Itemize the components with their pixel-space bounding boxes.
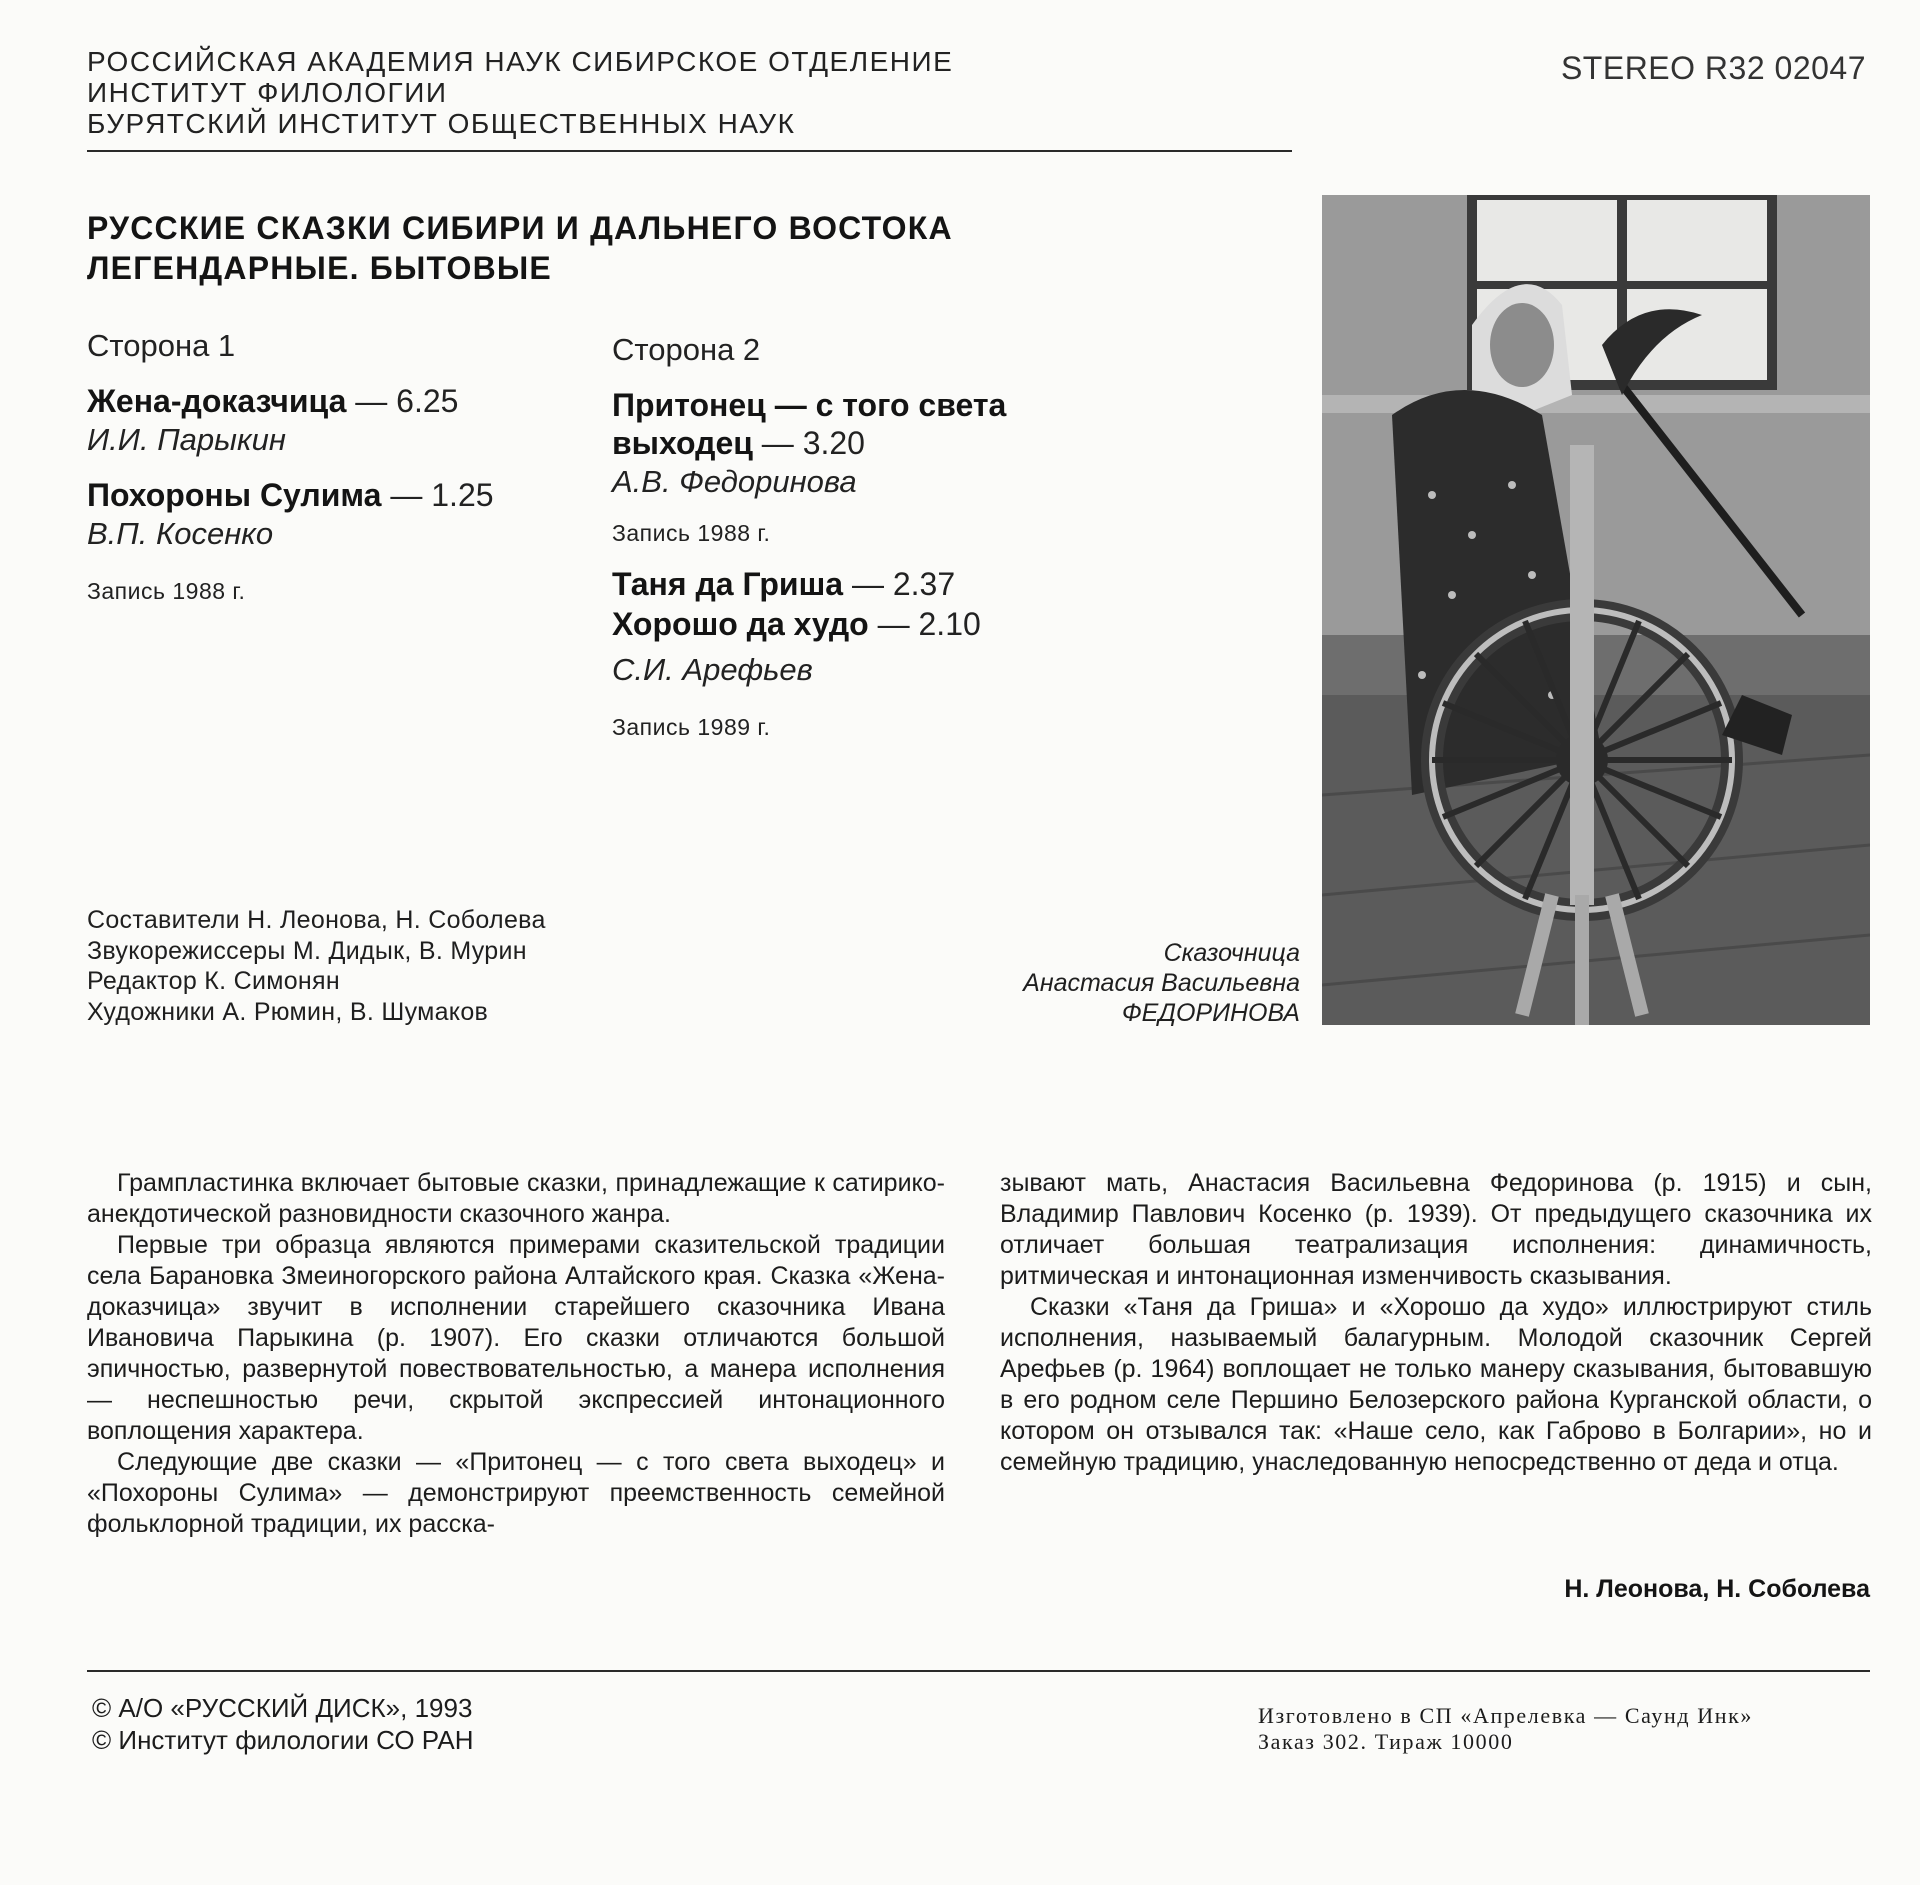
- recording-year: Запись 1988 г.: [612, 520, 771, 546]
- recording-year: Запись 1989 г.: [612, 714, 771, 740]
- credit-line: Составители Н. Леонова, Н. Соболева: [87, 906, 546, 934]
- recording-year: Запись 1988 г.: [87, 578, 246, 604]
- essay-left-column: [87, 1168, 945, 1540]
- track-item: [612, 605, 981, 643]
- track-performer: А.В. Федоринова: [612, 464, 857, 499]
- essay-paragraph: зывают мать, Анастасия Васильевна Федоринова (р. 1915) и сын, Владимир Павлович Косенко (р. 1939). От предыдущего сказочника их отличает большая театрализация исполнения: динамичность, ритмическая и интонационная изменчивость сказывания.: [1000, 1169, 1872, 1290]
- track-item: [612, 424, 865, 462]
- catalog-number: STEREO R32 02047: [1560, 50, 1866, 86]
- side1-heading: Сторона 1: [87, 328, 236, 363]
- publisher-block: [87, 46, 953, 139]
- publisher-line: ИНСТИТУТ ФИЛОЛОГИИ: [87, 77, 448, 108]
- credit-line: Звукорежиссеры М. Дидык, В. Мурин: [87, 936, 527, 965]
- essay-right-column: [1000, 1168, 1872, 1478]
- print-run-line: Заказ 302. Тираж 10000: [1258, 1729, 1514, 1754]
- track-duration: — 1.25: [390, 477, 494, 513]
- side2-heading: Сторона 2: [612, 332, 761, 367]
- photo-caption: [1023, 938, 1300, 1028]
- essay-paragraph: Следующие две сказки — «Притонец — с того света выходец» и «Похороны Сулима» — демонстрируют преемственность семейной фольклорной традиции, их расска-: [87, 1448, 945, 1538]
- album-subtitle-line: ЛЕГЕНДАРНЫЕ. БЫТОВЫЕ: [87, 250, 552, 286]
- track-title: Таня да Гриша: [612, 566, 844, 602]
- essay-signature: Н. Леонова, Н. Соболева: [1564, 1575, 1870, 1603]
- track-title: Жена-доказчица: [87, 383, 347, 419]
- track-item: [612, 565, 955, 603]
- storyteller-photo: [1322, 195, 1870, 1025]
- manufacturer-block: [1258, 1703, 1753, 1755]
- track-duration: — 2.37: [851, 566, 956, 602]
- track-title: Хорошо да худо: [612, 606, 869, 642]
- publisher-line: БУРЯТСКИЙ ИНСТИТУТ ОБЩЕСТВЕННЫХ НАУК: [87, 108, 796, 139]
- publisher-line: РОССИЙСКАЯ АКАДЕМИЯ НАУК СИБИРСКОЕ ОТДЕЛЕНИЕ: [87, 46, 954, 77]
- essay-paragraph: Сказки «Таня да Гриша» и «Хорошо да худо» иллюстрируют стиль исполнения, называемый балагурным. Молодой сказочник Сергей Арефьев (р. 1964) воплощает не только манеру сказывания, бытовавшую в его родном селе Першино Белозерского района Курганской области, о котором он отзывался так: «Наше село, как Габрово в Болгарии», но и семейную традицию, унаследованную непосредственно от деда и отца.: [1000, 1293, 1872, 1476]
- copyright-line: © А/О «РУССКИЙ ДИСК», 1993: [92, 1693, 473, 1723]
- essay-paragraph: Грампластинка включает бытовые сказки, принадлежащие к сатирико-анекдотической разновидности сказочного жанра.: [87, 1169, 945, 1228]
- footer-divider: [87, 1670, 1870, 1672]
- track-title: Притонец — с того света: [612, 387, 1007, 423]
- header-divider: [87, 150, 1292, 152]
- caption-name: ФЕДОРИНОВА: [1121, 999, 1300, 1027]
- copyright-line: © Институт филологии СО РАН: [92, 1725, 474, 1755]
- album-title: [87, 208, 953, 288]
- credit-line: Художники А. Рюмин, В. Шумаков: [87, 997, 489, 1026]
- track-title: Похороны Сулима: [87, 477, 382, 513]
- track-item: [87, 382, 458, 420]
- manufacturer-line: Изготовлено в СП «Апрелевка — Саунд Инк»: [1258, 1703, 1753, 1728]
- album-title-line: РУССКИЕ СКАЗКИ СИБИРИ И ДАЛЬНЕГО ВОСТОКА: [87, 210, 953, 246]
- essay-paragraph: Первые три образца являются примерами сказительской традиции села Барановка Змеиногорского района Алтайского края. Сказка «Жена-доказчица» звучит в исполнении старейшего сказочника Ивана Ивановича Парыкина (р. 1907). Его сказки отличаются большой эпичностью, развернутой повествовательностью, а манера исполнения — неспешностью речи, скрытой экспрессией интонационного воплощения характера.: [87, 1231, 945, 1445]
- track-item: [87, 476, 494, 514]
- caption-line: Анастасия Васильевна: [1023, 969, 1300, 997]
- track-title: выходец: [612, 425, 753, 461]
- credit-line: Редактор К. Симонян: [87, 967, 340, 995]
- track-item: [612, 386, 1006, 424]
- spinning-wheel-photo-illustration: [1322, 195, 1870, 1025]
- track-duration: — 6.25: [355, 383, 459, 419]
- track-duration: — 2.10: [877, 606, 981, 642]
- track-performer: В.П. Косенко: [87, 516, 274, 551]
- credits-block: [87, 905, 546, 1027]
- track-duration: — 3.20: [761, 425, 865, 461]
- track-performer: С.И. Арефьев: [612, 652, 813, 687]
- caption-line: Сказочница: [1163, 939, 1300, 967]
- copyright-block: [92, 1692, 474, 1756]
- track-performer: И.И. Парыкин: [87, 422, 286, 457]
